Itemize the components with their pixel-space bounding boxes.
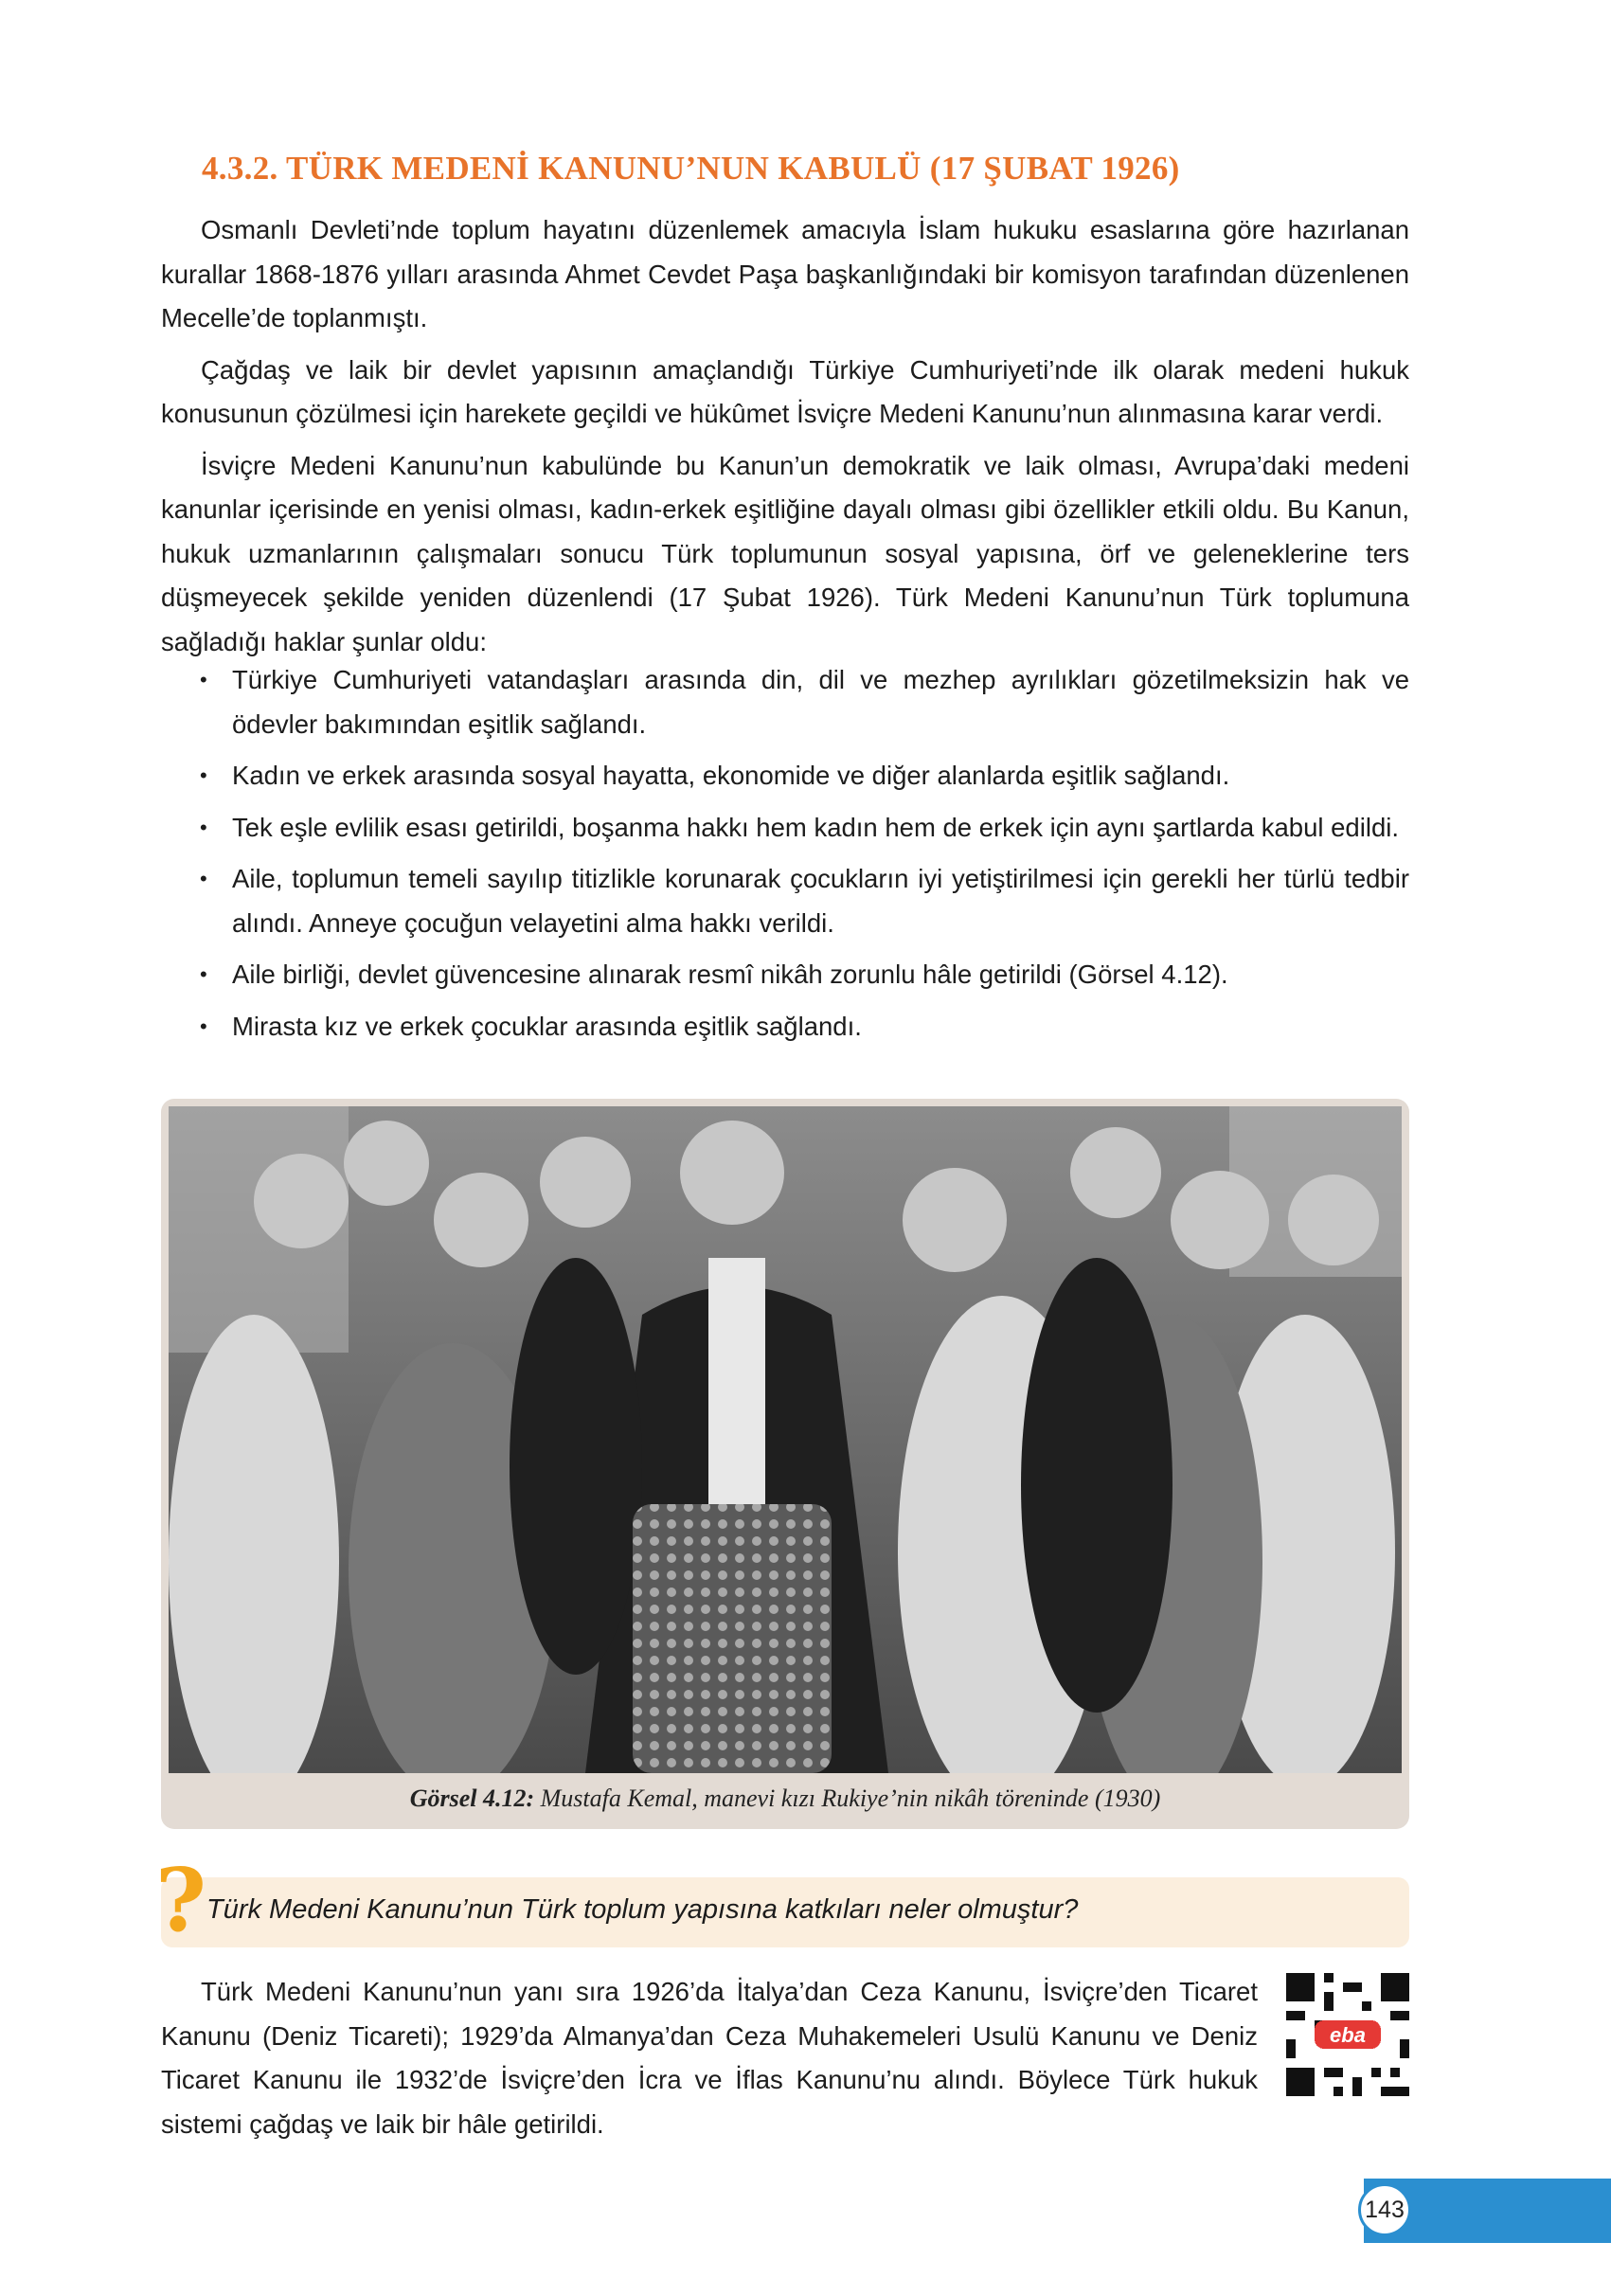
qr-code[interactable] — [1286, 1973, 1409, 2096]
list-item — [194, 806, 1409, 851]
bullet-icon: • — [200, 867, 207, 890]
bullet-icon: • — [200, 962, 207, 986]
figure-caption-text: Mustafa Kemal, manevi kızı Rukiye’nin nikâh töreninde (1930) — [540, 1785, 1161, 1812]
list-item-text: Kadın ve erkek arasında sosyal hayatta, ekonomide ve diğer alanlarda eşitlik sağlandı. — [232, 761, 1230, 790]
list-item-text: Türkiye Cumhuriyeti vatandaşları arasında din, dil ve mezhep ayrılıkları gözetilmeksizin hak ve ödevler bakımından eşitlik sağlandı. — [232, 665, 1409, 739]
rights-list — [194, 658, 1409, 1056]
bullet-icon: • — [200, 815, 207, 839]
list-item-text: Aile, toplumun temeli sayılıp titizlikle korunarak çocukların iyi yetiştirilmesi için gerekli her türlü tedbir alındı. Anneye çocuğun velayetini alma hakkı verildi. — [232, 864, 1409, 938]
figure-label: Görsel 4.12: — [409, 1785, 535, 1812]
list-item-text: Mirasta kız ve erkek çocuklar arasında eşitlik sağlandı. — [232, 1011, 862, 1041]
photo-illustration — [169, 1106, 1402, 1773]
paragraph: İsviçre Medeni Kanunu’nun kabulünde bu Kanun’un demokratik ve laik olması, Avrupa’daki medeni kanunlar içerisinde en yenisi olması, kadın-erkek eşitliğine dayalı olması gibi özellikler etkili oldu. Bu Kanun, hukuk uzmanlarının çalışmaları sonucu Türk toplumunun sosyal yapısına, örf ve geleneklerine ters düşmeyecek şekilde yeniden düzenlendi (17 Şubat 1926). Türk Medeni Kanunu’nun Türk toplumuna sağladığı haklar şunlar oldu: — [161, 450, 1409, 656]
list-item — [194, 1005, 1409, 1049]
list-item — [194, 857, 1409, 945]
bullet-icon: • — [200, 668, 207, 691]
closing-text — [161, 1970, 1258, 2146]
intro-text — [161, 208, 1409, 664]
list-item — [194, 754, 1409, 798]
figure-caption — [161, 1785, 1409, 1813]
section-heading: 4.3.2. TÜRK MEDENİ KANUNU’NUN KABULÜ (17 ŞUBAT 1926) — [202, 150, 1180, 187]
qr-logo-text: eba — [1330, 2023, 1366, 2047]
paragraph: Osmanlı Devleti’nde toplum hayatını düzenlemek amacıyla İslam hukuku esaslarına göre hazırlanan kurallar 1868-1876 yılları arasında Ahmet Cevdet Paşa başkanlığındaki bir komisyon tarafından düzenlenen Mecelle’de toplanmıştı. — [161, 215, 1409, 332]
bullet-icon: • — [200, 1013, 207, 1038]
question-box — [155, 1849, 1409, 1951]
qr-code-icon — [1286, 1973, 1409, 2096]
bullet-icon: • — [200, 763, 207, 787]
question-mark-icon: ? — [155, 1849, 206, 1951]
list-item — [194, 953, 1409, 997]
page-number: 143 — [1358, 2183, 1411, 2236]
paragraph: Çağdaş ve laik bir devlet yapısının amaçlandığı Türkiye Cumhuriyeti’nde ilk olarak medeni hukuk konusunun çözülmesi için harekete geçildi ve hükûmet İsviçre Medeni Kanunu’nun alınmasına karar verdi. — [161, 354, 1409, 428]
figure-card — [161, 1099, 1409, 1829]
list-item — [194, 658, 1409, 746]
wedding-photo — [169, 1106, 1402, 1773]
list-item-text: Aile birliği, devlet güvencesine alınarak resmî nikâh zorunlu hâle getirildi (Görsel 4.12). — [232, 960, 1228, 989]
paragraph: Türk Medeni Kanunu’nun yanı sıra 1926’da İtalya’dan Ceza Kanunu, İsviçre’den Ticaret Kanunu (Deniz Ticareti); 1929’da Almanya’dan Ceza Muhakemeleri Usulü Kanunu ve Deniz Ticaret Kanunu ile 1932’de İsviçre’den İcra ve İflas Kanunu’nu alındı. Böylece Türk hukuk sistemi çağdaş ve laik bir hâle getirildi. — [161, 1977, 1258, 2139]
question-text: Türk Medeni Kanunu’nun Türk toplum yapısına katkıları neler olmuştur? — [206, 1894, 1079, 1925]
list-item-text: Tek eşle evlilik esası getirildi, boşanma hakkı hem kadın hem de erkek için aynı şartlarda kabul edildi. — [232, 812, 1399, 842]
